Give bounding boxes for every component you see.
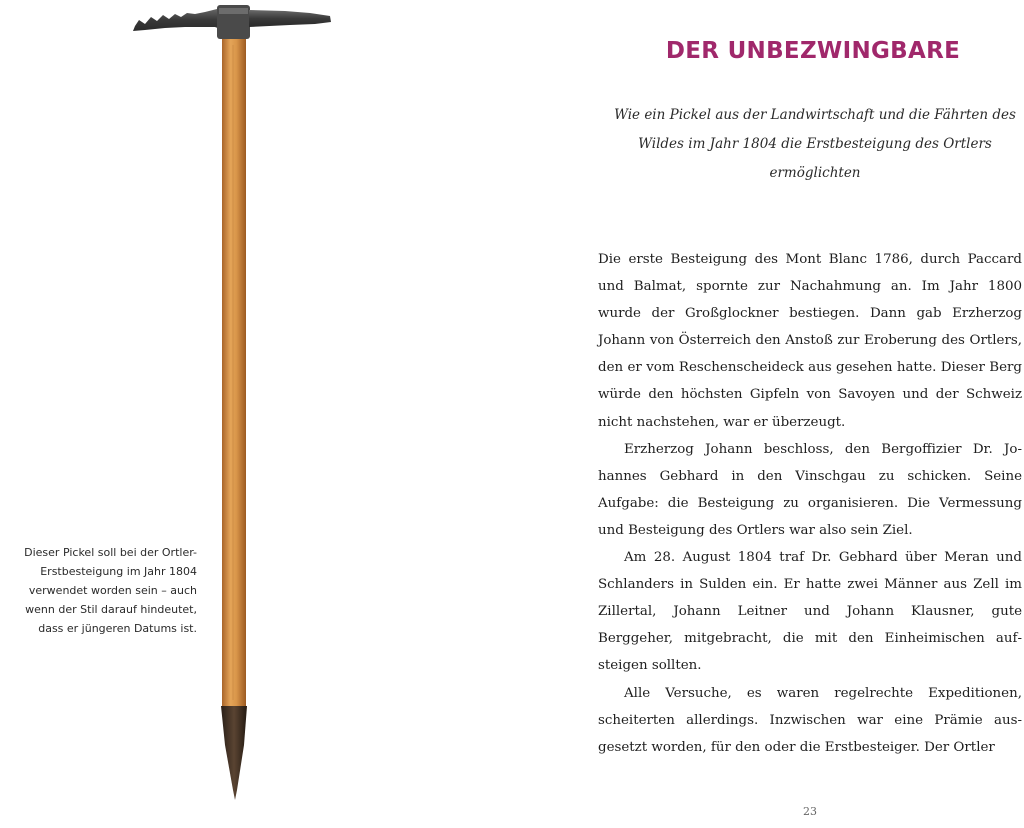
body-text	[598, 246, 1022, 761]
paragraph: Die erste Besteigung des Mont Blanc 1786, durch Paccard und Balmat, spornte zur Nachahmung an. Im Jahr 1800 wurde der Großglockner bestiegen. Dann gab Erzherzog Johann von Österreich den Anstoß zur Eroberung des Ortlers, den er vom Reschenscheideck aus gesehen hatte. Dieser Berg würde den höchsten Gipfeln von Savoyen und der Schweiz nicht nachstehen, war er überzeugt.	[598, 252, 1022, 430]
chapter-title: DER UNBEZWINGBARE	[665, 38, 961, 64]
paragraph: Erzherzog Johann beschloss, den Bergoffizier Dr. Johannes Gebhard in den Vinschgau zu schicken. Seine Aufgabe: die Besteigung zu organisieren. Die Vermessung und Besteigung des Ortlers war also sein Ziel.	[598, 441, 1022, 538]
ice-axe-image	[125, 0, 340, 810]
right-page	[520, 0, 1024, 828]
image-caption: Dieser Pickel soll bei der Ortler-Erstbesteigung im Jahr 1804 verwendet worden sein – auch wenn der Stil darauf hindeutet, dass er jüngeren Datums ist.	[24, 546, 197, 635]
page-number: 23	[803, 805, 817, 818]
chapter-subtitle: Wie ein Pickel aus der Landwirtschaft und die Fährten des Wildes im Jahr 1804 die Erstbesteigung des Ortlers ermöglichten	[614, 107, 1016, 181]
paragraph: Am 28. August 1804 traf Dr. Gebhard über Meran und Schlanders in Sulden ein. Er hatte zwei Männer aus Zell im Zillertal, Johann Leitner und Johann Klausner, gute Berggeher, mitgebracht, die mit den Einheimischen aufsteigen sollten.	[598, 550, 1022, 674]
paragraph: Alle Versuche, es waren regelrechte Expeditionen, scheiterten allerdings. Inzwischen war eine Prämie ausgesetzt worden, für den oder die Erstbesteiger. Der Ortler	[598, 685, 1022, 755]
